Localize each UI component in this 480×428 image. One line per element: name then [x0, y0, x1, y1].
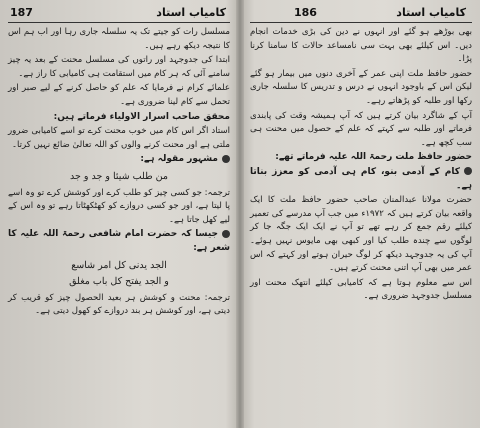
right-quote-text: کام کے آدمی بنو، کام ہی آدمی کو معزز بناتا ہے۔	[250, 166, 472, 191]
left-paragraph: ابتدا کی جدوجہد اور راتوں کی مسلسل محنت کے بعد یہ چیز سامنے آئی کہ ہر کام میں استقامت ہی کامیابی کا راز ہے۔	[8, 55, 230, 79]
right-page-body	[250, 26, 472, 422]
right-paragraph: حضرت مولانا عبدالمنان صاحب حضور حافظ ملت کا ایک واقعہ بیان کرتے ہیں کہ ۱۹۷۲ء میں جب آپ مدرسے کی تعمیر کیلئے رقم جمع کر رہے تھے تو آپ نے ایک ایک جگہ جا کر لوگوں سے چندہ طلب کیا اور کبھی بھی مایوس نہیں ہوئے۔ آپ کی یہ جدوجہد دیکھ کر لوگ حیران ہوتے اور کہتے کہ اس عمر میں بھی آپ اتنی محنت کرتے ہیں۔	[250, 195, 472, 274]
left-page-body	[8, 26, 230, 422]
left-running-title: کامیاب استاد	[156, 6, 226, 19]
right-quote	[250, 166, 472, 193]
left-saying-label: مشہور مقولہ ہے:	[140, 154, 218, 165]
left-paragraph: استاد اگر اس کام میں خوب محنت کرے تو اسے کامیابی ضرور ملتی ہے اور محنت کرنے والوں کو اللہ تعالیٰ ضائع نہیں کرتا۔	[8, 126, 230, 150]
right-paragraph: اس سے معلوم ہوتا ہے کہ کامیابی کیلئے انتھک محنت اور مسلسل جدوجہد ضروری ہے۔	[250, 277, 472, 302]
left-paragraph: علمائے کرام نے فرمایا کہ علم کو حاصل کرنے کے لیے صبر اور تحمل سے کام لینا ضروری ہے۔	[8, 83, 230, 107]
right-quote-heading: حضور حافظ ملت رحمۃ اللہ علیہ فرماتے تھے:	[275, 152, 472, 163]
right-page	[242, 0, 480, 428]
right-page-number: 186	[294, 6, 317, 19]
left-arabic-line: من طلب شیئا و جد و جد	[70, 170, 168, 182]
left-translation: ترجمہ: جو کسی چیز کو طلب کرے اور کوشش کرے تو وہ اسے پا لیتا ہے، اور جو کسی دروازے کو کھٹکھٹاتا رہے تو وہ اس کے لیے کھل جاتا ہے۔	[8, 187, 230, 225]
left-translation: ترجمہ: محنت و کوشش ہر بعید الحصول چیز کو قریب کر دیتی ہے، اور کوشش ہر بند دروازے کو کھول دیتی ہے۔	[8, 292, 230, 317]
right-running-title: کامیاب استاد	[396, 6, 466, 19]
right-paragraph: بھی بوڑھے ہو گئے اور انہوں نے دین کی بڑی خدمات انجام دیں۔ اس کیلئے بھی بہت سی نامساعد حالات کا سامنا کرنا پڑا۔	[250, 27, 472, 65]
left-page-number: 187	[10, 6, 33, 19]
left-quote-heading: محقق صاحب اسرار الاولیاء فرماتے ہیں:	[53, 111, 230, 122]
bullet-icon	[464, 167, 472, 175]
right-paragraph: آپ کے شاگرد بیان کرتے ہیں کہ آپ ہمیشہ وقت کی پابندی فرماتے اور طلبہ سے کہتے کہ علم کے حصول میں محنت ہی سب کچھ ہے۔	[250, 110, 472, 148]
left-arabic-verse-1: الجد یدنی کل امر شاسع	[71, 259, 167, 271]
left-poem-label: جیسا کہ حضرت امام شافعی رحمۃ اللہ علیہ کا شعر ہے:	[8, 229, 230, 253]
left-saying-heading	[8, 153, 230, 167]
left-poem-heading	[8, 228, 230, 255]
bullet-icon	[222, 230, 230, 238]
right-page-header	[250, 6, 472, 23]
left-arabic-verse-2: و الجد یفتح کل باب مغلق	[69, 276, 169, 288]
left-page	[0, 0, 238, 428]
left-page-header	[8, 6, 230, 23]
right-paragraph: حضور حافظ ملت اپنی عمر کے آخری دنوں میں بیمار ہو گئے لیکن اس کے باوجود انہوں نے درس و تدریس کا سلسلہ جاری رکھا اور طلبہ کو پڑھاتے رہے۔	[250, 68, 472, 106]
bullet-icon	[222, 155, 230, 163]
left-paragraph: مسلسل رات کو جیتے تک یہ سلسلہ جاری رہا اور اب ہم اس کا نتیجہ دیکھ رہے ہیں۔	[8, 27, 230, 51]
